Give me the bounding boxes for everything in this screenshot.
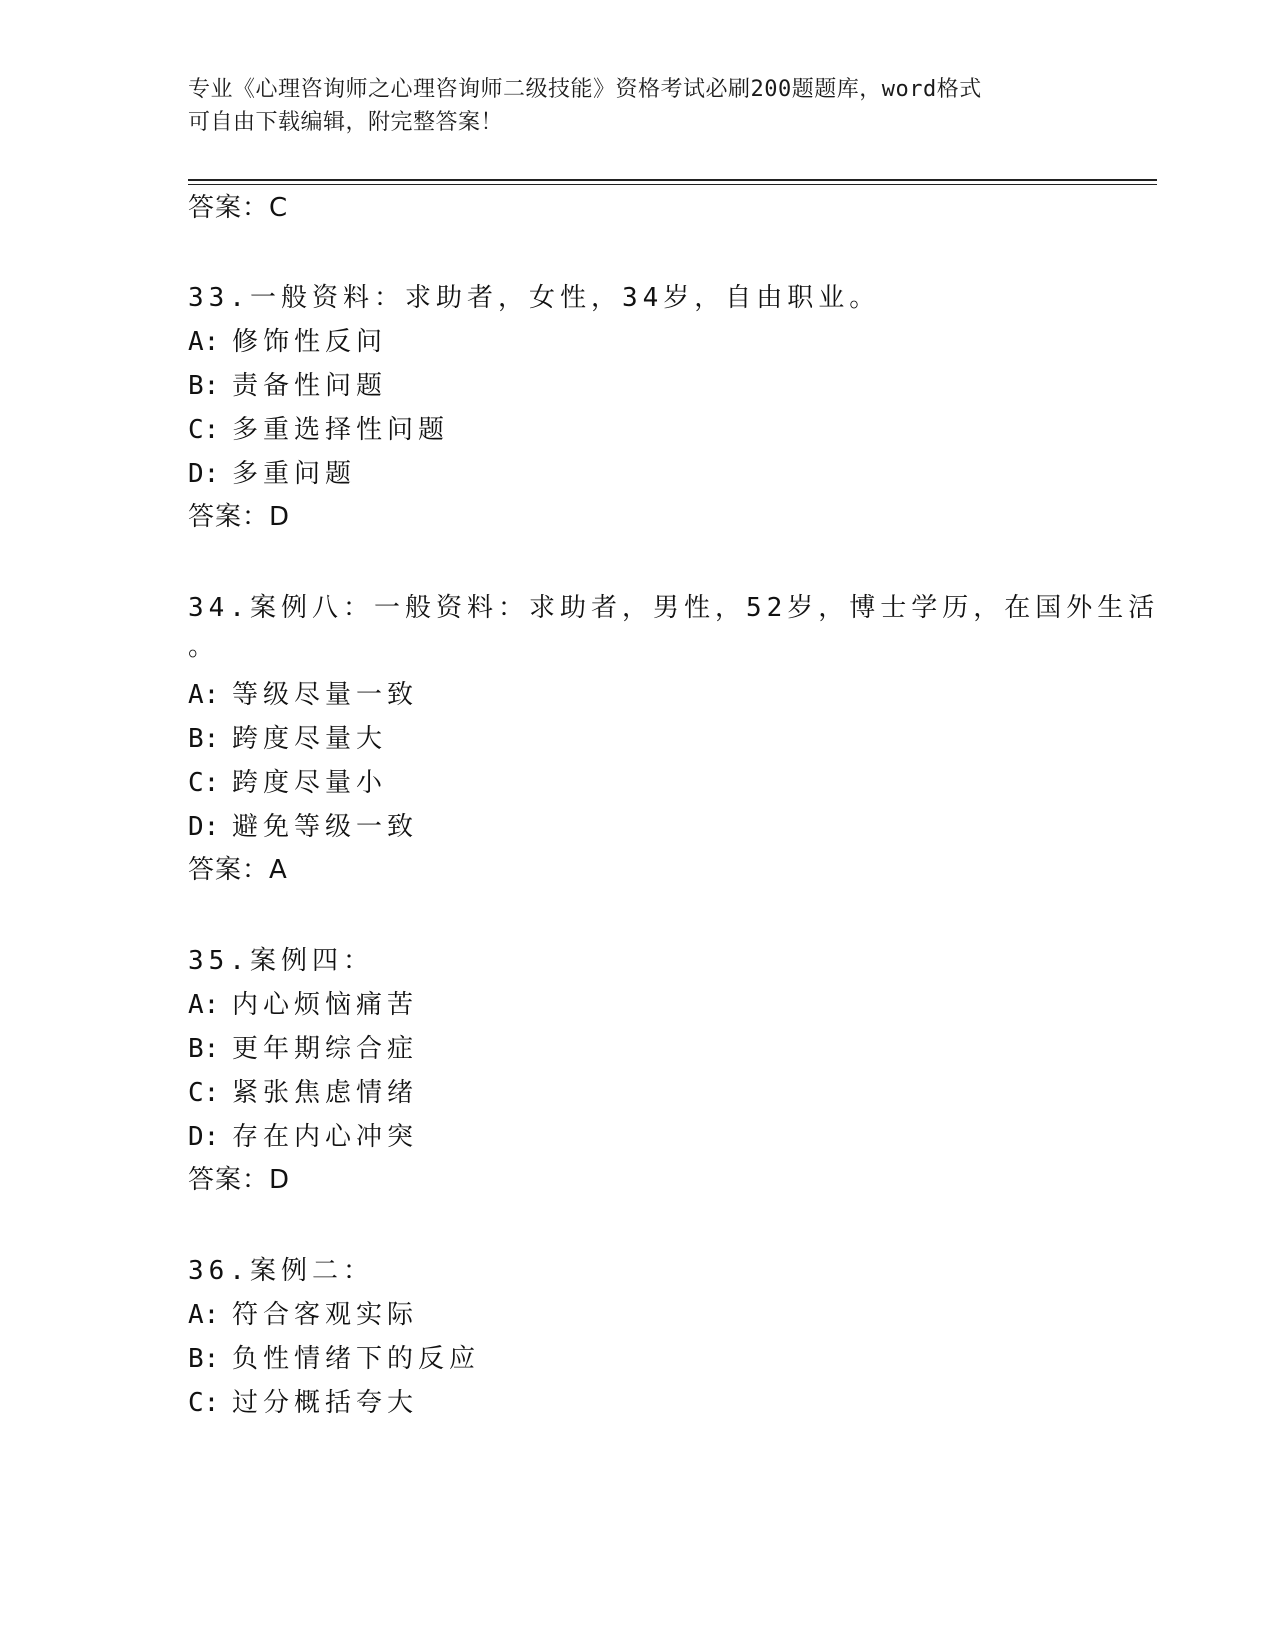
question-stem: 34.案例八：一般资料：求助者，男性，52岁，博士学历，在国外生活 xyxy=(188,593,1160,623)
option-line xyxy=(188,1386,418,1420)
option-line xyxy=(188,325,387,359)
option-line xyxy=(188,766,387,800)
option-line xyxy=(188,1342,480,1376)
option-text: 责备性问题 xyxy=(232,371,388,401)
option-line xyxy=(188,1298,418,1332)
option-line xyxy=(188,369,387,403)
answer-line: 答案：C xyxy=(188,193,289,223)
option-key: B: xyxy=(188,1344,220,1374)
answer-line: 答案：D xyxy=(188,1165,291,1195)
option-line xyxy=(188,988,418,1022)
option-text: 多重问题 xyxy=(232,459,357,489)
option-key: D: xyxy=(188,459,220,489)
option-text: 修饰性反问 xyxy=(232,327,388,357)
option-line xyxy=(188,722,387,756)
question-stem-continuation: 。 xyxy=(188,632,220,662)
header-line-1: 专业《心理咨询师之心理咨询师二级技能》资格考试必刷200题题库，word格式 xyxy=(188,77,982,102)
option-text: 多重选择性问题 xyxy=(232,415,450,445)
option-key: B: xyxy=(188,371,220,401)
option-key: D: xyxy=(188,1122,220,1152)
option-key: C: xyxy=(188,415,220,445)
option-key: A: xyxy=(188,1300,220,1330)
option-key: D: xyxy=(188,812,220,842)
option-key: A: xyxy=(188,990,220,1020)
option-key: B: xyxy=(188,724,220,754)
option-text: 存在内心冲突 xyxy=(232,1122,419,1152)
option-line xyxy=(188,810,418,844)
option-line xyxy=(188,1076,418,1110)
question-stem: 36.案例二： xyxy=(188,1256,374,1286)
option-key: A: xyxy=(188,327,220,357)
option-key: B: xyxy=(188,1034,220,1064)
option-key: C: xyxy=(188,1078,220,1108)
option-key: A: xyxy=(188,680,220,710)
question-stem: 33.一般资料：求助者，女性，34岁，自由职业。 xyxy=(188,283,881,313)
option-text: 跨度尽量小 xyxy=(232,768,388,798)
option-line xyxy=(188,1032,418,1066)
header-divider-thick xyxy=(188,179,1157,181)
option-line xyxy=(188,457,356,491)
option-text: 紧张焦虑情绪 xyxy=(232,1078,419,1108)
option-text: 过分概括夸大 xyxy=(232,1388,419,1418)
option-text: 负性情绪下的反应 xyxy=(232,1344,481,1374)
option-text: 符合客观实际 xyxy=(232,1300,419,1330)
header-divider-thin xyxy=(188,184,1157,185)
option-key: C: xyxy=(188,1388,220,1418)
option-text: 跨度尽量大 xyxy=(232,724,388,754)
option-line xyxy=(188,678,418,712)
answer-line: 答案：D xyxy=(188,502,291,532)
option-text: 避免等级一致 xyxy=(232,812,419,842)
option-line xyxy=(188,413,449,447)
header-line-2: 可自由下载编辑，附完整答案！ xyxy=(188,110,504,135)
option-line xyxy=(188,1120,418,1154)
option-text: 等级尽量一致 xyxy=(232,680,419,710)
answer-line: 答案：A xyxy=(188,855,288,885)
option-key: C: xyxy=(188,768,220,798)
question-stem: 35.案例四： xyxy=(188,946,374,976)
option-text: 更年期综合症 xyxy=(232,1034,419,1064)
option-text: 内心烦恼痛苦 xyxy=(232,990,419,1020)
document-header xyxy=(188,73,1068,139)
